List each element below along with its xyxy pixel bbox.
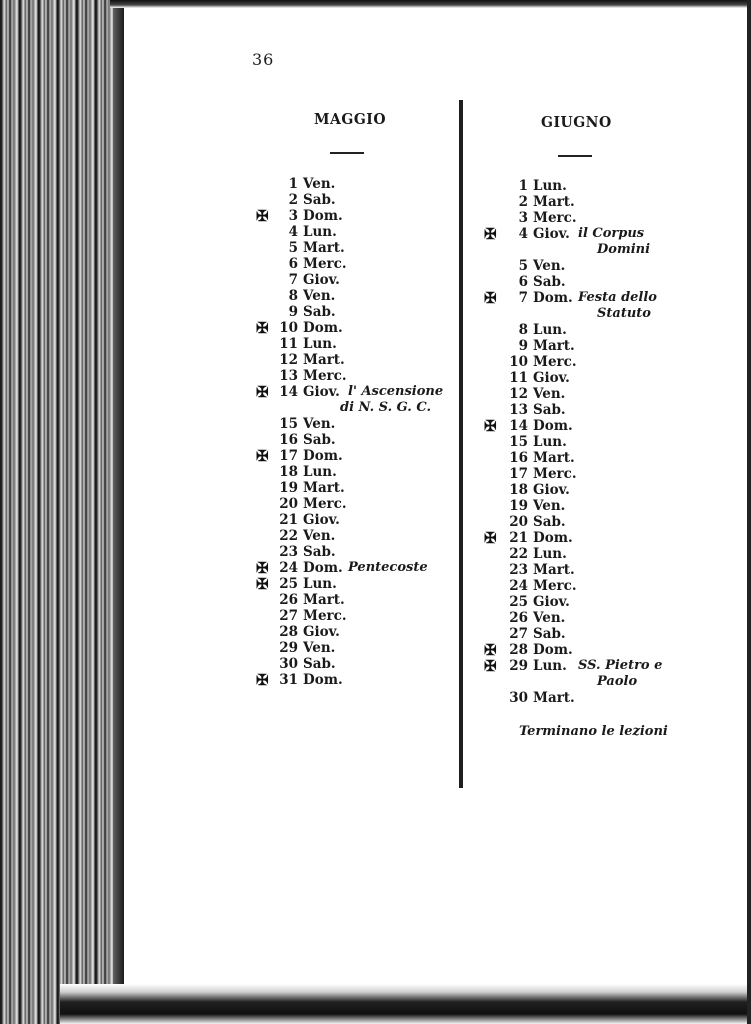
day-number: 17 [279,448,298,464]
day-of-week: Merc. [303,256,347,272]
day-of-week: Dom. [303,672,343,688]
calendar-day-row [500,466,577,482]
day-of-week: Lun. [533,178,567,194]
maltese-cross-icon: ✠ [484,529,497,547]
day-number: 5 [288,240,298,256]
day-number: 18 [509,482,528,498]
day-of-week: Mart. [533,338,575,354]
day-number: 6 [518,274,528,290]
column-divider [459,100,463,788]
maltese-cross-icon: ✠ [484,417,497,435]
day-of-week: Giov. [533,226,570,242]
calendar-day-row [270,256,347,272]
maltese-cross-icon: ✠ [256,671,269,689]
calendar-day-row [500,546,567,562]
day-of-week: Sab. [533,514,566,530]
calendar-day-row [270,672,343,688]
day-of-week: Mart. [303,352,345,368]
calendar-day-row [270,304,336,320]
day-of-week: Merc. [533,210,577,226]
calendar-day-row [500,274,566,290]
day-of-week: Ven. [533,258,566,274]
calendar-day-row [270,368,347,384]
calendar-day-row [270,608,347,624]
day-number: 20 [279,496,298,512]
calendar-day-row [270,512,340,528]
calendar-day-row [500,258,565,274]
day-number: 13 [279,368,298,384]
calendar-day-row [270,656,336,672]
day-of-week: Dom. [303,320,343,336]
calendar-day-row [500,402,566,418]
day-number: 19 [279,480,298,496]
calendar-day-row [500,514,566,530]
day-number: 6 [288,256,298,272]
maltese-cross-icon: ✠ [484,641,497,659]
day-number: 4 [518,226,528,242]
calendar-day-row [500,642,573,658]
calendar-day-row [500,530,573,546]
calendar-day-row [500,386,565,402]
day-number: 7 [518,290,528,306]
day-of-week: Merc. [533,466,577,482]
day-number: 21 [279,512,298,528]
calendar-day-row [500,498,565,514]
maltese-cross-icon: ✠ [256,559,269,577]
day-of-week: Ven. [533,386,566,402]
day-number: 15 [509,434,528,450]
calendar-day-row [270,320,343,336]
page-right-edge [747,0,751,1024]
maltese-cross-icon: ✠ [484,657,497,675]
calendar-day-row [270,528,335,544]
day-of-week: Merc. [303,368,347,384]
day-number: 8 [288,288,298,304]
day-number: 12 [509,386,528,402]
day-of-week: Mart. [533,690,575,706]
day-number: 4 [288,224,298,240]
day-number: 10 [509,354,528,370]
day-number: 14 [279,384,298,400]
calendar-day-row [500,482,570,498]
calendar-day-row [270,624,340,640]
day-number: 16 [279,432,298,448]
title-rule-giugno [558,155,592,157]
calendar-day-row [500,578,577,594]
day-number: 9 [288,304,298,320]
day-of-week: Sab. [533,626,566,642]
day-number: 20 [509,514,528,530]
day-number: 11 [279,336,298,352]
calendar-day-row [500,178,567,194]
day-number: 23 [509,562,528,578]
month-title-maggio: MAGGIO [314,111,387,129]
calendar-day-row [500,450,575,466]
feast-note: Pentecoste [348,560,428,575]
month-title-giugno: GIUGNO [541,114,612,132]
day-number: 30 [509,690,528,706]
feast-note: il Corpus [578,226,645,241]
day-of-week: Ven. [303,640,336,656]
calendar-day-row [270,272,340,288]
feast-note: Festa dello [578,290,657,305]
day-number: 22 [509,546,528,562]
maltese-cross-icon: ✠ [484,289,497,307]
day-number: 18 [279,464,298,480]
day-of-week: Giov. [533,370,570,386]
day-of-week: Giov. [303,272,340,288]
calendar-day-row [500,594,570,610]
day-number: 10 [279,320,298,336]
maltese-cross-icon: ✠ [256,319,269,337]
day-of-week: Ven. [303,416,336,432]
day-of-week: Mart. [533,194,575,210]
day-number: 27 [279,608,298,624]
day-number: 27 [509,626,528,642]
maltese-cross-icon: ✠ [484,225,497,243]
day-of-week: Sab. [303,304,336,320]
calendar-day-row [500,658,567,674]
calendar-day-row [270,384,340,400]
calendar-day-row [270,576,337,592]
day-number: 26 [509,610,528,626]
day-number: 25 [509,594,528,610]
feast-note: di N. S. G. C. [340,400,431,415]
calendar-day-row [270,592,345,608]
day-number: 13 [509,402,528,418]
day-number: 1 [518,178,528,194]
calendar-day-row [500,354,577,370]
day-number: 25 [279,576,298,592]
calendar-day-row [270,496,347,512]
feast-note: l' Ascensione [348,384,444,399]
day-of-week: Mart. [533,450,575,466]
day-of-week: Dom. [533,418,573,434]
calendar-day-row [500,210,577,226]
day-of-week: Sab. [303,432,336,448]
calendar-day-row [270,640,335,656]
calendar-day-row [270,432,336,448]
day-of-week: Merc. [533,578,577,594]
calendar-day-row [500,610,565,626]
calendar-day-row [500,562,575,578]
day-of-week: Mart. [303,480,345,496]
day-number: 19 [509,498,528,514]
book-binding [0,0,124,1024]
day-number: 24 [279,560,298,576]
maltese-cross-icon: ✠ [256,383,269,401]
day-number: 9 [518,338,528,354]
page-bottom-edge [60,984,751,1024]
feast-note: SS. Pietro e [578,658,663,673]
day-of-week: Dom. [303,208,343,224]
day-number: 3 [288,208,298,224]
day-number: 31 [279,672,298,688]
day-number: 7 [288,272,298,288]
calendar-day-row [270,464,337,480]
day-of-week: Mart. [303,592,345,608]
day-of-week: Ven. [533,498,566,514]
day-of-week: Lun. [303,464,337,480]
calendar-day-row [270,544,336,560]
day-of-week: Giov. [303,384,340,400]
calendar-day-row [270,352,345,368]
calendar-day-row [270,176,335,192]
calendar-day-row [500,338,575,354]
maltese-cross-icon: ✠ [256,447,269,465]
calendar-day-row [500,690,575,706]
day-number: 2 [288,192,298,208]
day-number: 15 [279,416,298,432]
day-of-week: Lun. [303,576,337,592]
day-of-week: Dom. [533,290,573,306]
calendar-day-row [270,192,336,208]
calendar-day-row [270,224,337,240]
day-of-week: Dom. [303,560,343,576]
day-of-week: Sab. [303,656,336,672]
day-of-week: Mart. [303,240,345,256]
day-of-week: Sab. [533,402,566,418]
day-number: 3 [518,210,528,226]
day-of-week: Dom. [533,530,573,546]
calendar-day-row [500,290,573,306]
page-number: 36 [252,50,275,69]
day-of-week: Merc. [533,354,577,370]
day-of-week: Lun. [533,546,567,562]
feast-note: Domini [597,242,651,257]
day-of-week: Giov. [303,512,340,528]
feast-note: Paolo [597,674,638,689]
calendar-day-row [270,288,335,304]
calendar-day-row [270,448,343,464]
day-number: 23 [279,544,298,560]
day-of-week: Lun. [303,336,337,352]
day-of-week: Dom. [533,642,573,658]
day-number: 28 [279,624,298,640]
day-number: 14 [509,418,528,434]
day-of-week: Ven. [303,528,336,544]
calendar-day-row [270,416,335,432]
day-of-week: Dom. [303,448,343,464]
day-number: 17 [509,466,528,482]
day-of-week: Ven. [533,610,566,626]
feast-note: Statuto [597,306,651,321]
day-of-week: Giov. [303,624,340,640]
calendar-day-row [500,370,570,386]
day-of-week: Ven. [303,176,336,192]
day-number: 16 [509,450,528,466]
day-of-week: Sab. [303,544,336,560]
day-of-week: Lun. [533,658,567,674]
day-number: 2 [518,194,528,210]
calendar-day-row [500,322,567,338]
day-number: 29 [509,658,528,674]
footer-note: Terminano le lezioni [519,724,668,739]
day-of-week: Sab. [533,274,566,290]
day-number: 22 [279,528,298,544]
day-of-week: Merc. [303,608,347,624]
calendar-day-row [500,434,567,450]
calendar-day-row [270,480,345,496]
day-number: 8 [518,322,528,338]
maltese-cross-icon: ✠ [256,575,269,593]
day-of-week: Giov. [533,594,570,610]
day-number: 28 [509,642,528,658]
day-number: 5 [518,258,528,274]
day-number: 29 [279,640,298,656]
calendar-day-row [500,194,575,210]
day-number: 30 [279,656,298,672]
calendar-day-row [500,226,570,242]
calendar-day-row [270,560,343,576]
day-of-week: Lun. [533,322,567,338]
day-of-week: Merc. [303,496,347,512]
day-of-week: Sab. [303,192,336,208]
calendar-day-row [270,208,343,224]
day-number: 26 [279,592,298,608]
day-of-week: Lun. [533,434,567,450]
title-rule-maggio [330,152,364,154]
page-top-edge [110,0,751,8]
calendar-day-row [500,418,573,434]
day-of-week: Mart. [533,562,575,578]
day-of-week: Giov. [533,482,570,498]
day-of-week: Lun. [303,224,337,240]
calendar-day-row [270,240,345,256]
day-number: 1 [288,176,298,192]
day-number: 11 [509,370,528,386]
day-of-week: Ven. [303,288,336,304]
day-number: 12 [279,352,298,368]
calendar-day-row [500,626,566,642]
day-number: 21 [509,530,528,546]
day-number: 24 [509,578,528,594]
maltese-cross-icon: ✠ [256,207,269,225]
calendar-day-row [270,336,337,352]
